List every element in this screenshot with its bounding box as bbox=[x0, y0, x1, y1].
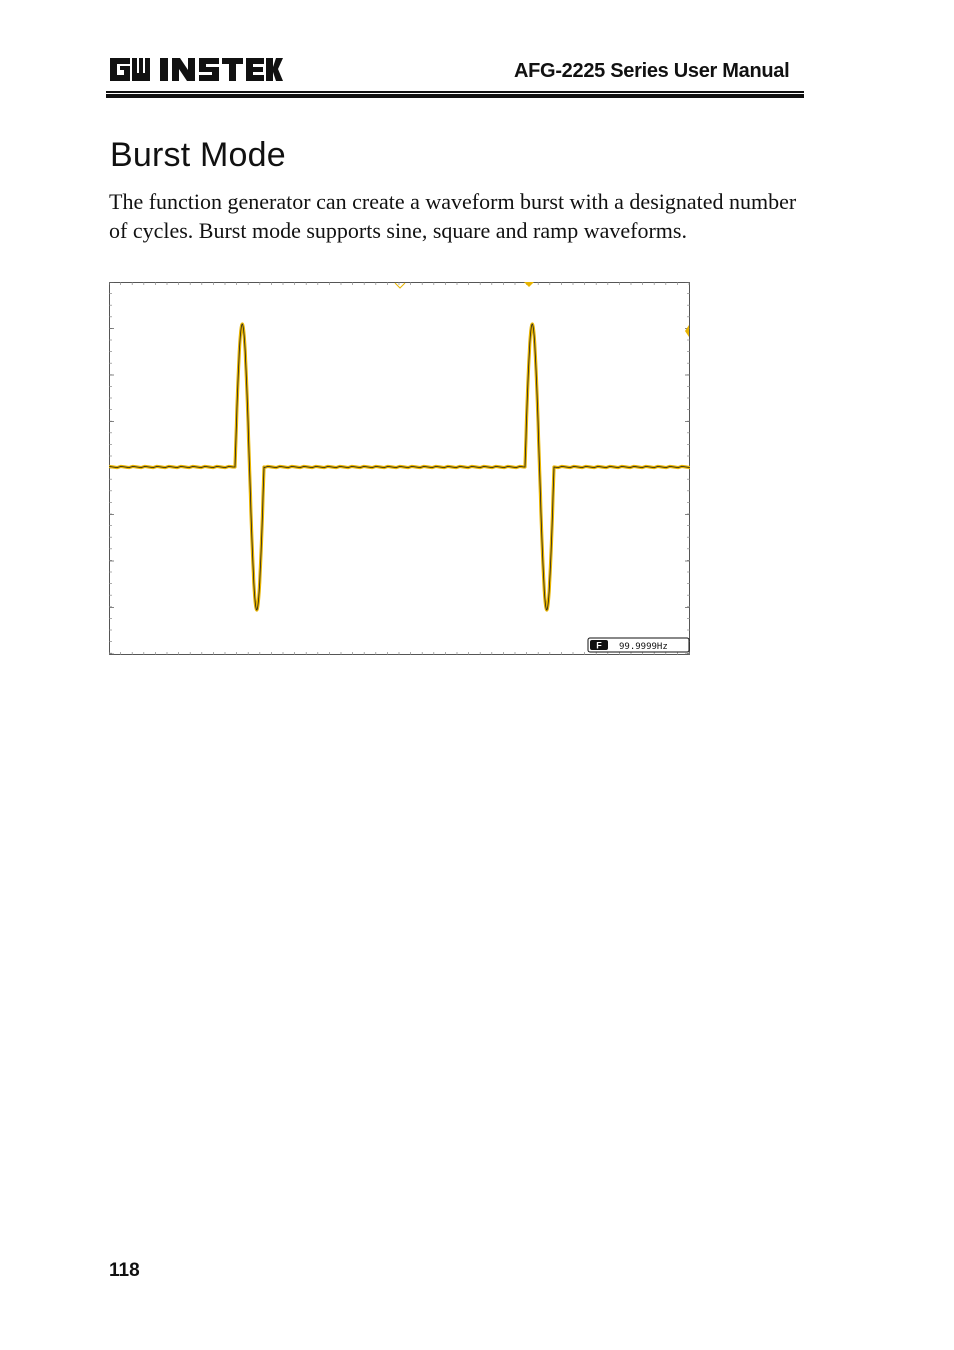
intro-paragraph: The function generator can create a waveform burst with a designated number of cycles. Burst mode supports sine, square and ramp waveforms. bbox=[109, 189, 797, 243]
frequency-icon-label: F bbox=[596, 640, 602, 651]
page-header bbox=[0, 0, 954, 110]
frequency-value: 99.9999Hz bbox=[619, 642, 668, 652]
frequency-readout-box bbox=[588, 638, 689, 652]
page-number: 118 bbox=[109, 1260, 140, 1281]
scope-display bbox=[109, 282, 690, 655]
oscilloscope-screenshot bbox=[109, 282, 690, 655]
section-title: Burst Mode bbox=[110, 136, 286, 174]
gw-instek-logo bbox=[108, 54, 283, 84]
header-rule-thick bbox=[106, 94, 804, 98]
manual-title: AFG-2225 Series User Manual bbox=[514, 60, 790, 82]
header-rule-thin bbox=[106, 91, 804, 93]
